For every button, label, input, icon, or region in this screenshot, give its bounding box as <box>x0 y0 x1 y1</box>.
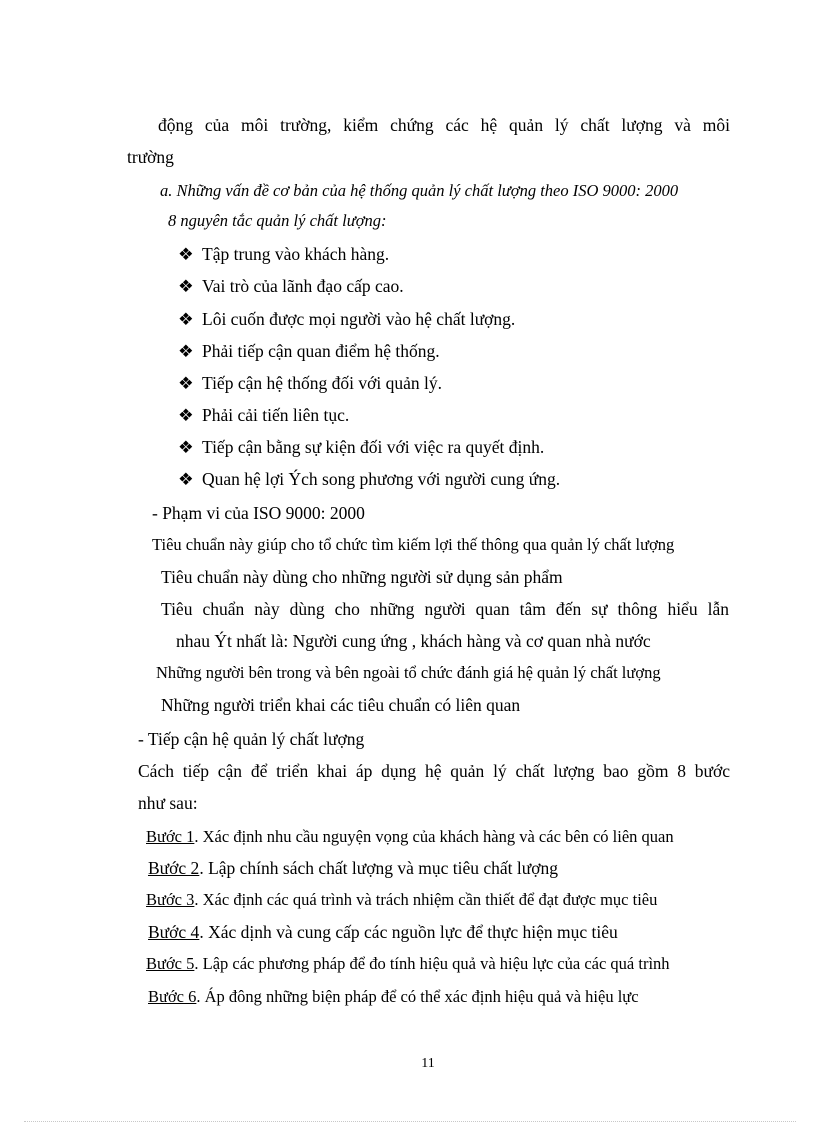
subsection-heading: - Tiếp cận hệ quản lý chất lượng <box>138 729 365 749</box>
diamond-bullet-icon: ❖ <box>178 405 194 425</box>
diamond-bullet-icon: ❖ <box>178 469 194 489</box>
body-text-line: Tiêu chuẩn này dùng cho những người quan tâm đến sự thông hiểu lẫn <box>161 599 729 619</box>
page-number: 11 <box>421 1056 435 1071</box>
body-text-line: Tiêu chuẩn này dùng cho những người sử dụng sản phẩm <box>161 567 563 587</box>
diamond-bullet-icon: ❖ <box>178 309 194 329</box>
list-item: ❖ Tiếp cận bằng sự kiện đối với việc ra quyết định. <box>178 437 545 457</box>
body-text-line: nhau Ýt nhất là: Người cung ứng , khách hàng và cơ quan nhà nước <box>176 631 651 651</box>
step-label: Bước 2 <box>148 858 200 878</box>
step-label: Bước 3 <box>146 890 195 909</box>
principles-intro: 8 nguyên tắc quản lý chất lượng: <box>168 211 387 230</box>
diamond-bullet-icon: ❖ <box>178 341 194 361</box>
step-item: Bước 3. Xác định các quá trình và trách nhiệm cần thiết để đạt được mục tiêu <box>146 890 658 909</box>
diamond-bullet-icon: ❖ <box>178 244 194 264</box>
body-text-line: Tiêu chuẩn này giúp cho tổ chức tìm kiếm lợi thế thông qua quản lý chất lượng <box>152 535 675 554</box>
step-label: Bước 4 <box>148 922 200 942</box>
body-text-line: Cách tiếp cận để triển khai áp dụng hệ quản lý chất lượng bao gồm 8 bước <box>138 761 730 781</box>
step-label: Bước 1 <box>146 827 195 846</box>
diamond-bullet-icon: ❖ <box>178 437 194 457</box>
diamond-bullet-icon: ❖ <box>178 373 194 393</box>
step-label: Bước 5 <box>146 954 195 973</box>
list-item: ❖ Phải tiếp cận quan điểm hệ thống. <box>178 341 440 361</box>
step-item: Bước 6. Áp đông những biện pháp để có thể xác định hiệu quả và hiệu lực <box>148 987 639 1006</box>
list-item: ❖ Lôi cuốn được mọi người vào hệ chất lượng. <box>178 309 516 329</box>
list-item: ❖ Tiếp cận hệ thống đối với quản lý. <box>178 373 442 393</box>
page-bottom-divider <box>24 1121 796 1122</box>
step-item: Bước 1. Xác định nhu cầu nguyện vọng của khách hàng và các bên có liên quan <box>146 827 674 846</box>
diamond-bullet-icon: ❖ <box>178 276 194 296</box>
list-item: ❖ Quan hệ lợi Ých song phương với người cung ứng. <box>178 469 561 489</box>
section-marker: a. <box>160 181 173 200</box>
body-text-line: Những người triển khai các tiêu chuẩn có liên quan <box>161 695 521 715</box>
body-text-line: như sau: <box>138 793 198 813</box>
step-item: Bước 4. Xác dịnh và cung cấp các nguồn lực để thực hiện mục tiêu <box>148 922 618 942</box>
list-item: ❖ Tập trung vào khách hàng. <box>178 244 390 264</box>
body-text-line: Những người bên trong và bên ngoài tổ chức đánh giá hệ quản lý chất lượng <box>156 663 661 682</box>
step-item: Bước 2. Lập chính sách chất lượng và mục tiêu chất lượng <box>148 858 559 878</box>
step-label: Bước 6 <box>148 987 197 1006</box>
list-item: ❖ Phải cải tiến liên tục. <box>178 405 350 425</box>
list-item: ❖ Vai trò của lãnh đạo cấp cao. <box>178 276 404 296</box>
section-heading <box>160 180 678 202</box>
step-item: Bước 5. Lập các phương pháp để đo tính hiệu quả và hiệu lực của các quá trình <box>146 954 670 973</box>
body-text-line: động của môi trường, kiểm chứng các hệ quản lý chất lượng và môi <box>158 115 730 135</box>
body-text-line: trường <box>127 147 174 167</box>
subsection-heading: - Phạm vi của ISO 9000: 2000 <box>152 503 365 523</box>
section-title: Những vấn đề cơ bản của hệ thống quản lý chất lượng theo ISO 9000: 2000 <box>176 181 679 200</box>
